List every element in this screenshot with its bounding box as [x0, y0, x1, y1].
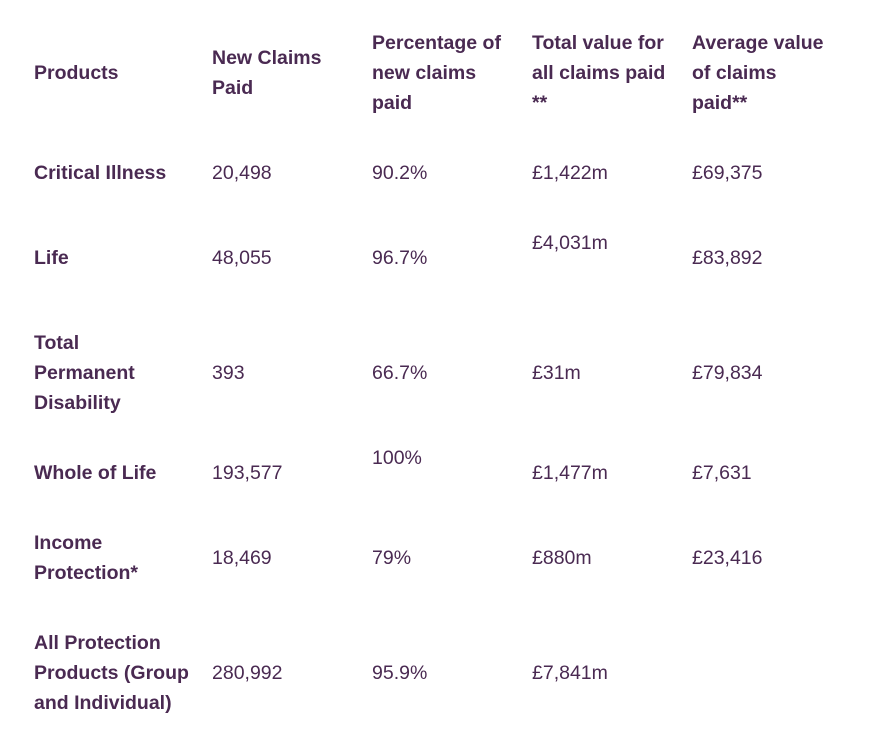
total-value-life: £4,031m: [532, 232, 608, 254]
average-value-life: £83,892: [692, 247, 763, 269]
header-new-claims: New Claims Paid: [212, 47, 322, 99]
percentage-whole-of-life: 100%: [372, 447, 422, 469]
percentage-all-protection-products: 95.9%: [372, 662, 428, 684]
percentage-income-protection: 79%: [372, 547, 412, 569]
average-value-whole-of-life: £7,631: [692, 462, 752, 484]
header-average-value: Average value of claims paid**: [692, 32, 824, 114]
header-percentage: Percentage of new claims paid: [372, 32, 501, 114]
percentage-critical-illness: 90.2%: [372, 162, 428, 184]
total-value-whole-of-life: £1,477m: [532, 462, 608, 484]
product-income-protection: Income Protection*: [34, 532, 139, 584]
product-whole-of-life: Whole of Life: [34, 462, 157, 484]
header-products: Products: [34, 62, 119, 84]
product-all-protection-products: All Protection Products (Group and Individual): [34, 632, 189, 714]
total-value-income-protection: £880m: [532, 547, 592, 569]
total-value-all-protection-products: £7,841m: [532, 662, 608, 684]
average-value-critical-illness: £69,375: [692, 162, 763, 184]
average-value-total-permanent-disability: £79,834: [692, 362, 763, 384]
new-claims-whole-of-life: 193,577: [212, 462, 283, 484]
new-claims-income-protection: 18,469: [212, 547, 272, 569]
product-total-permanent-disability: Total Permanent Disability: [34, 332, 135, 414]
total-value-critical-illness: £1,422m: [532, 162, 608, 184]
new-claims-total-permanent-disability: 393: [212, 362, 245, 384]
header-total-value: Total value for all claims paid **: [532, 32, 666, 114]
product-critical-illness: Critical Illness: [34, 162, 167, 184]
percentage-total-permanent-disability: 66.7%: [372, 362, 428, 384]
average-value-income-protection: £23,416: [692, 547, 763, 569]
new-claims-all-protection-products: 280,992: [212, 662, 283, 684]
new-claims-life: 48,055: [212, 247, 272, 269]
percentage-life: 96.7%: [372, 247, 428, 269]
product-life: Life: [34, 247, 69, 269]
new-claims-critical-illness: 20,498: [212, 162, 272, 184]
total-value-total-permanent-disability: £31m: [532, 362, 581, 384]
